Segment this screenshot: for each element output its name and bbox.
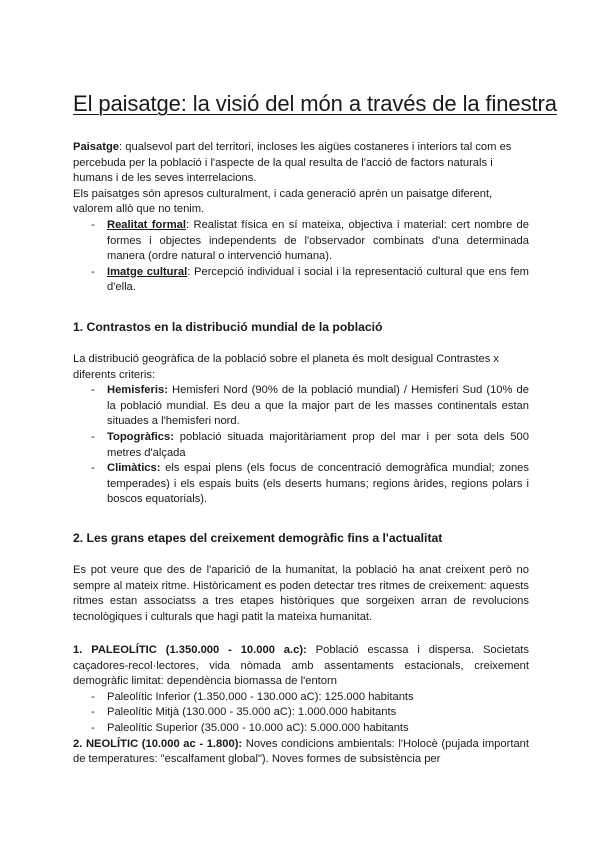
intro-definition-text: : qualsevol part del territori, incloses les aigües costaneres i interiors tal com es percebuda per la població i l'aspecte de la qual resulta de l'acció de factors naturals i humans i de les seves interrelacions.: [73, 141, 512, 185]
intro-line2: Els paisatges són apresos culturalment, i cada generació aprèn un paisatge diferent, valorem allò que no tenim.: [73, 187, 493, 216]
neolithic-text: Noves condicions ambientals: l'Holocè (pujada important de temperatures: "escalfament global"). Noves formes de subsistència per: [73, 737, 529, 766]
intro-section: [73, 140, 529, 296]
paleolithic-list: [73, 690, 529, 737]
intro-definition: [73, 140, 529, 187]
list-item: - Paleolític Mitjà (130.000 - 35.000 aC): 1.000.000 habitants: [73, 705, 529, 721]
section-1-heading: 1. Contrastos en la distribució mundial de la població: [73, 320, 383, 334]
paleolithic-paragraph: [73, 643, 529, 690]
section-1-bullet-list: [73, 383, 529, 508]
bullet-term: Imatge cultural: [107, 265, 188, 278]
section-1-lead: La distribució geogràfica de la població sobre el planeta és molt desigual Contrastes x diferents criteris:: [73, 353, 499, 381]
list-item: [73, 461, 529, 508]
list-item: - Paleolític Superior (35.000 - 10.000 aC): 5.000.000 habitants: [73, 721, 529, 737]
bullet-text: població situada majoritàriament prop del mar i per sota dels 500 metres d'alçada: [107, 430, 529, 459]
bullet-term: Topogràfics:: [107, 430, 174, 443]
paleolithic-term: 1. PALEOLÍTIC (1.350.000 - 10.000 a.c):: [73, 644, 307, 656]
bullet-text: : Realistat física en sí mateixa, objectiva i material: cert nombre de formes i objectes independents de l'observador combinats d'una determinada manera (ordre natural o intervenció humana).: [107, 218, 529, 263]
intro-term: Paisatge: [73, 141, 120, 153]
intro-bullet-list: [73, 218, 529, 296]
list-item: [73, 218, 529, 265]
bullet-text: Hemisferi Nord (90% de la població mundial) / Hemisferi Sud (10% de la població mundial. Es deu a que la major part de les masses continentals estan situades a l'hemisferi nord.: [107, 384, 529, 428]
neolithic-paragraph: [73, 737, 529, 768]
paleolithic-text: Població escassa i dispersa. Societats caçadores-recol·lectores, vida nòmada amb assentaments estacionals, creixement demogràfic limitat: dependència biomassa de l'entorn: [73, 644, 529, 688]
page-title: El paisatge: la visió del món a través de la finestra: [73, 91, 557, 116]
list-item: [73, 265, 529, 296]
bullet-term: Realitat formal: [107, 218, 186, 231]
section-2-lead: Es pot veure que des de l'aparició de la humanitat, la població ha anat creixent però no sempre al mateix ritme. Històricament es poden detectar tres ritmes de creixement: aquests ritmes estan associatss a tres etapes històriques que sorgeixen arran de revolucions tecnològiques i culturals que hagi patit la mateixa humanitat.: [73, 564, 529, 623]
list-item: [73, 430, 529, 461]
bullet-text: els espai plens (els focus de concentració demogràfica mundial; zones temperades) i els espais buits (els deserts humans; regions àrides, regions polars i boscos equatorials).: [107, 462, 529, 506]
list-item: [73, 383, 529, 430]
bullet-term: Hemisferis:: [107, 384, 168, 397]
bullet-term: Climàtics:: [107, 462, 161, 475]
section-2-body: [73, 563, 529, 625]
section-2-periods: [73, 643, 529, 768]
section-2-heading: 2. Les grans etapes del creixement demogràfic fins a l'actualitat: [73, 531, 443, 545]
neolithic-term: 2. NEOLÍTIC (10.000 ac - 1.800):: [73, 737, 243, 750]
bullet-text: : Percepció individual i social i la representació cultural que ens fem d'ella.: [107, 265, 529, 294]
section-1-body: [73, 352, 529, 508]
list-item: - Paleolític Inferior (1.350.000 - 130.000 aC): 125.000 habitants: [73, 690, 529, 706]
